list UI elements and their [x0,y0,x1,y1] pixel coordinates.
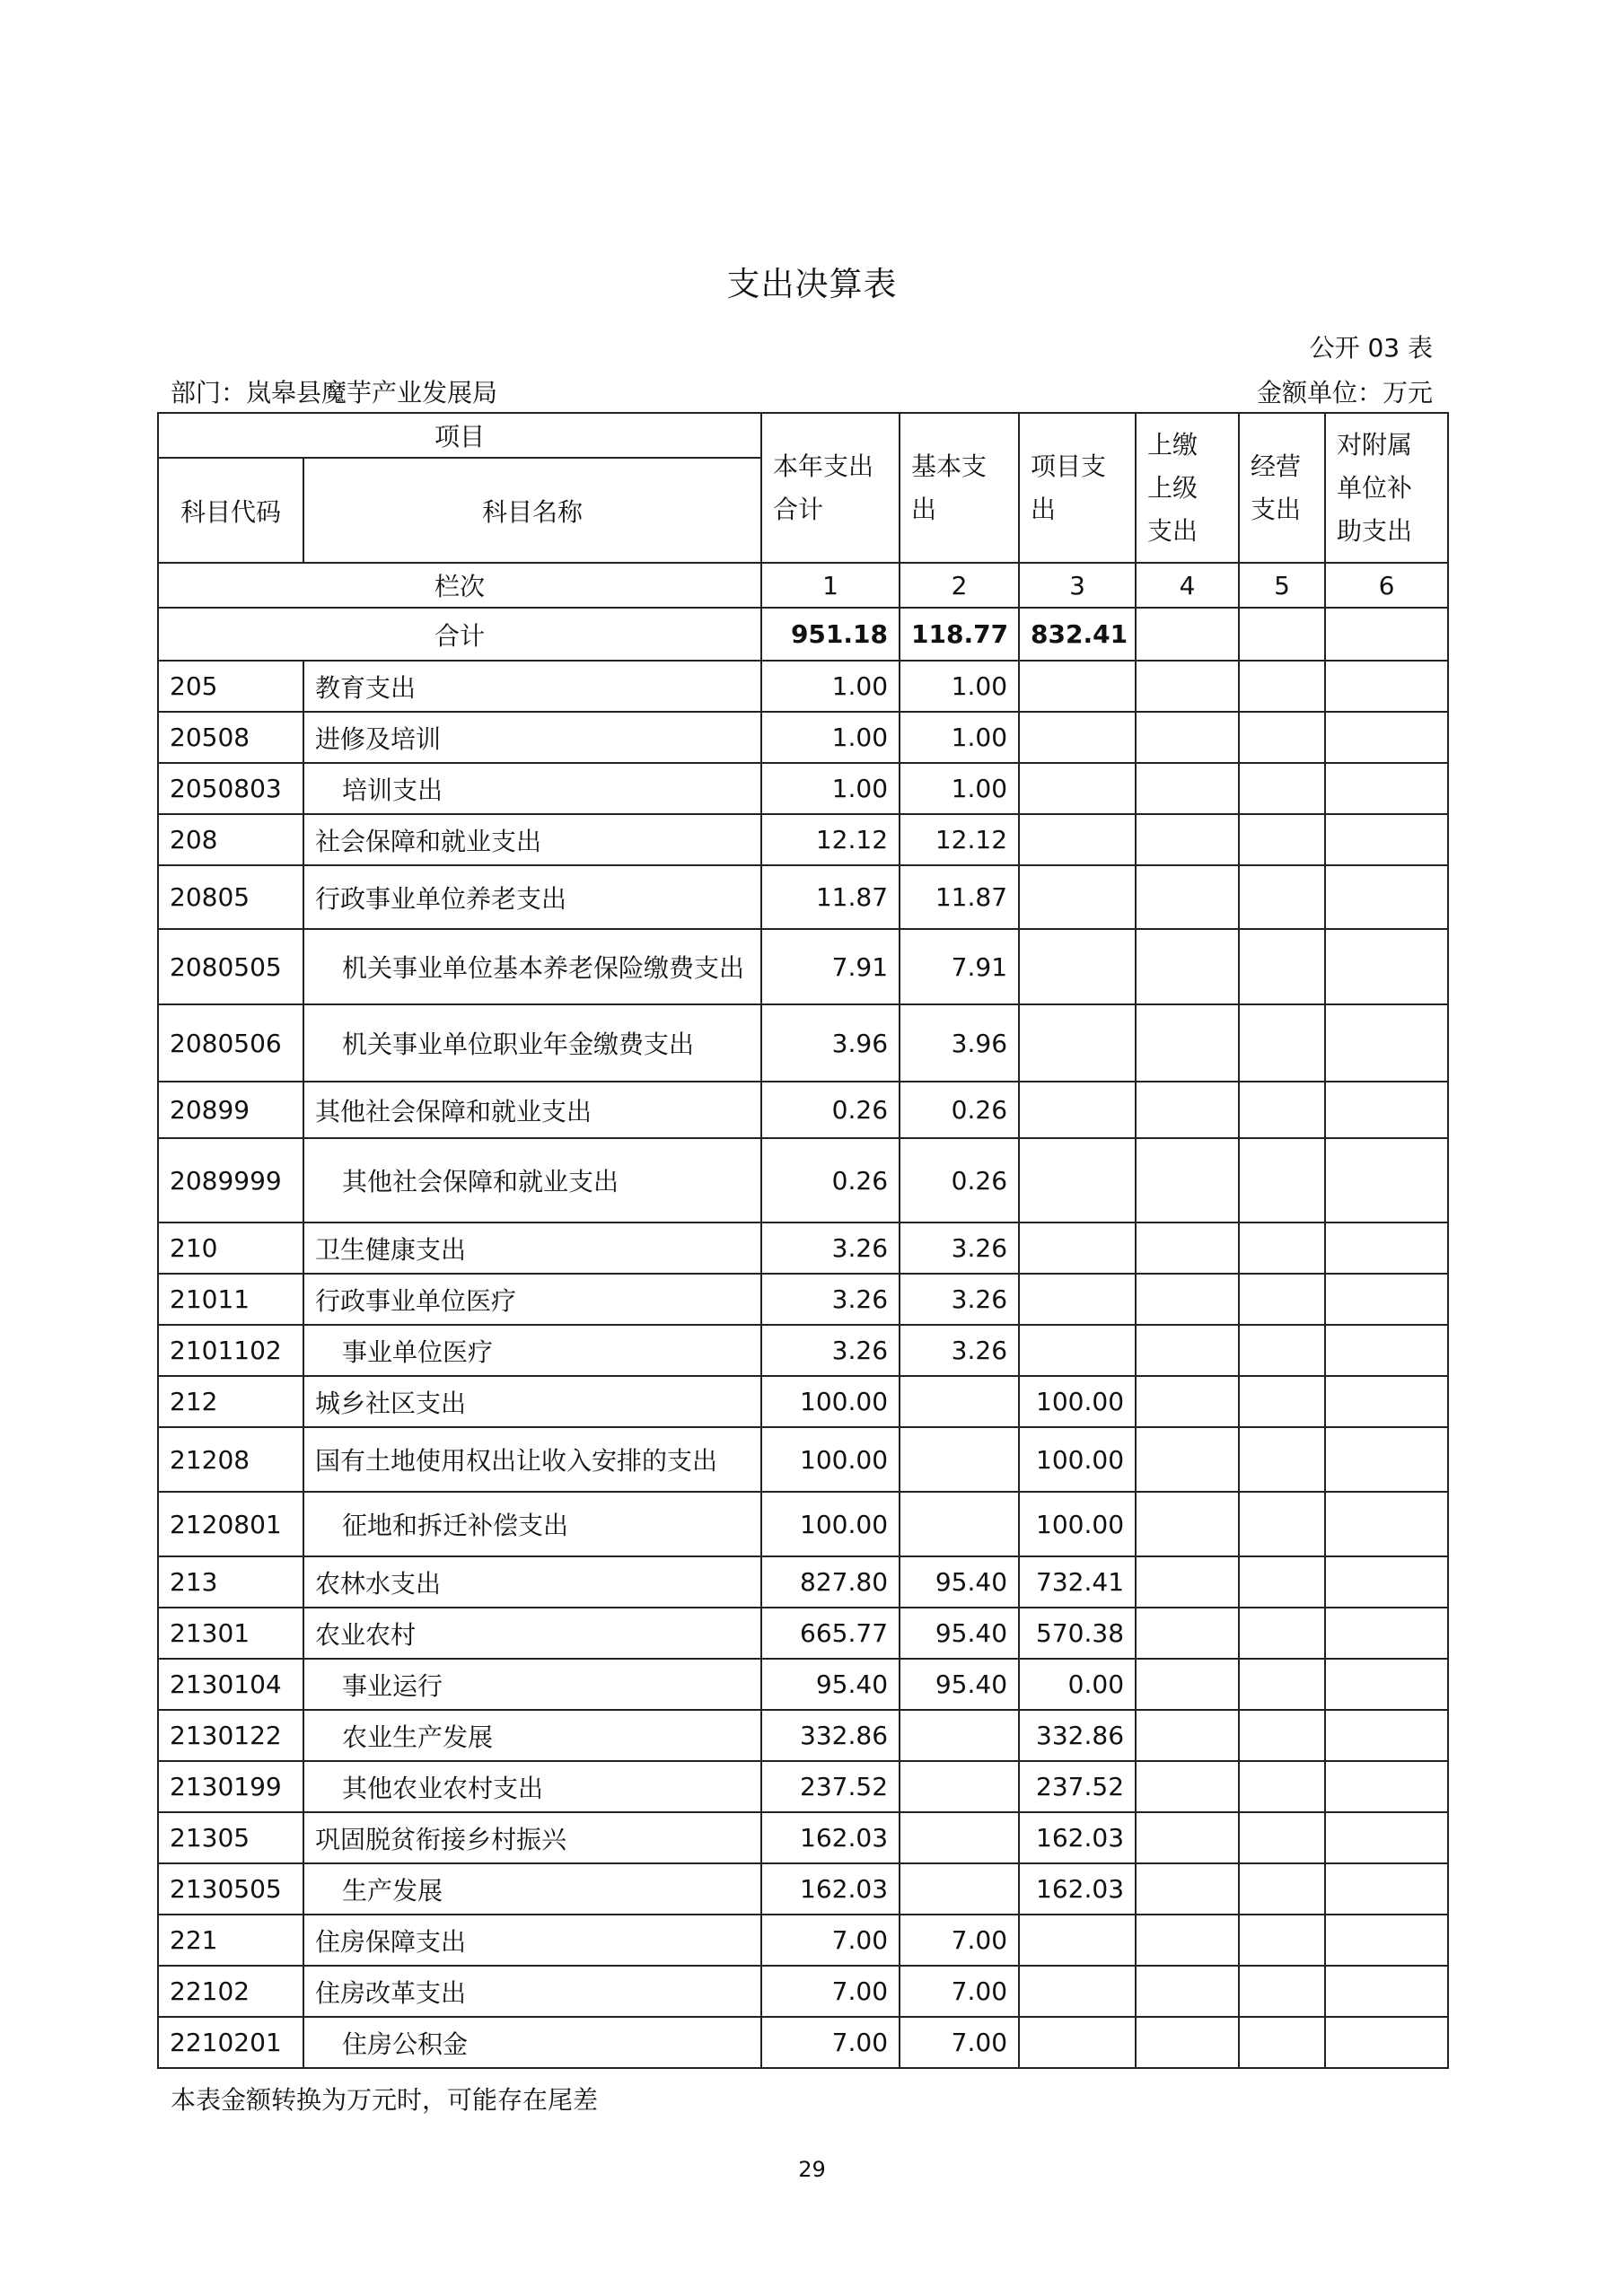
header-item: 项目 [158,413,761,458]
column-index: 5 [1239,563,1325,608]
header-line: 经营 [1251,451,1302,481]
header-line: 出 [911,494,937,524]
column-index-row [158,563,1448,608]
amount-cell [1136,1812,1239,1863]
amount-cell [1239,1427,1325,1492]
amount-cell [1239,865,1325,929]
subject-name: 住房改革支出 [303,1966,761,2017]
amount-cell [1239,1863,1325,1915]
subject-code: 221 [158,1915,303,1966]
amount-cell [1325,1325,1448,1376]
amount-cell [1019,1082,1136,1138]
amount-cell [1019,929,1136,1004]
table-row [158,1004,1448,1082]
amount-cell [1136,929,1239,1004]
amount-cell [900,1812,1019,1863]
subject-code: 2050803 [158,763,303,814]
table-row [158,1492,1448,1556]
amount-cell: 3.96 [900,1004,1019,1082]
subject-name: 生产发展 [303,1863,761,1915]
header-line: 支出 [1251,494,1302,524]
amount-cell [1019,1966,1136,2017]
amount-cell [1136,1138,1239,1222]
subject-code: 21305 [158,1812,303,1863]
amount-cell [1136,712,1239,763]
amount-cell [1136,2017,1239,2068]
amount-cell: 162.03 [1019,1863,1136,1915]
amount-cell: 0.26 [761,1082,900,1138]
subject-code: 2130122 [158,1710,303,1761]
amount-cell [1136,1274,1239,1325]
table-row [158,814,1448,865]
amount-cell [1239,1376,1325,1427]
subject-name: 其他社会保障和就业支出 [303,1138,761,1222]
header-col2 [900,413,1019,563]
amount-unit-label: 金额单位：万元 [1256,378,1433,407]
amount-cell [1239,1556,1325,1608]
subject-name: 培训支出 [303,763,761,814]
subject-code: 2130104 [158,1659,303,1710]
table-row [158,1863,1448,1915]
header-line: 助支出 [1337,515,1413,546]
amount-cell [1239,2017,1325,2068]
column-index: 1 [761,563,900,608]
table-row [158,1608,1448,1659]
subject-code: 208 [158,814,303,865]
amount-cell [1136,1966,1239,2017]
header-row-1 [158,413,1448,458]
subject-code: 2210201 [158,2017,303,2068]
subject-name: 机关事业单位基本养老保险缴费支出 [303,929,761,1004]
subject-name: 城乡社区支出 [303,1376,761,1427]
column-index: 4 [1136,563,1239,608]
amount-cell [1136,1222,1239,1274]
amount-cell: 732.41 [1019,1556,1136,1608]
amount-cell: 162.03 [761,1863,900,1915]
subject-code: 213 [158,1556,303,1608]
amount-cell: 1.00 [900,763,1019,814]
amount-cell [1239,1710,1325,1761]
table-row [158,865,1448,929]
total-value [1239,608,1325,661]
page-title: 支出决算表 [726,265,898,303]
amount-cell [1325,929,1448,1004]
table-row [158,1710,1448,1761]
subject-code: 20805 [158,865,303,929]
table-row [158,1376,1448,1427]
amount-cell [1136,1659,1239,1710]
column-index: 6 [1325,563,1448,608]
subject-name: 行政事业单位医疗 [303,1274,761,1325]
table-row [158,661,1448,712]
amount-cell [1019,1915,1136,1966]
amount-cell [1239,1138,1325,1222]
amount-cell: 237.52 [1019,1761,1136,1812]
table-row [158,1761,1448,1812]
table-row [158,1082,1448,1138]
amount-cell: 7.91 [900,929,1019,1004]
amount-cell: 100.00 [1019,1376,1136,1427]
amount-cell: 7.00 [761,2017,900,2068]
amount-cell [1239,1222,1325,1274]
amount-cell [1019,2017,1136,2068]
amount-cell [1019,1004,1136,1082]
amount-cell: 0.26 [900,1138,1019,1222]
amount-cell: 100.00 [761,1376,900,1427]
subject-code: 2130199 [158,1761,303,1812]
amount-cell [900,1863,1019,1915]
amount-cell: 11.87 [761,865,900,929]
amount-cell [1239,661,1325,712]
amount-cell: 1.00 [761,712,900,763]
amount-cell: 7.91 [761,929,900,1004]
amount-cell [900,1761,1019,1812]
amount-cell [1136,1427,1239,1492]
amount-cell [900,1427,1019,1492]
subject-name: 社会保障和就业支出 [303,814,761,865]
amount-cell [1239,1492,1325,1556]
amount-cell [1325,1004,1448,1082]
amount-cell: 100.00 [1019,1427,1136,1492]
subject-code: 2089999 [158,1138,303,1222]
amount-cell: 0.26 [900,1082,1019,1138]
header-col6 [1325,413,1448,563]
total-value: 832.41 [1019,608,1136,661]
amount-cell [1239,712,1325,763]
amount-cell: 332.86 [1019,1710,1136,1761]
amount-cell: 665.77 [761,1608,900,1659]
column-index-label: 栏次 [158,563,761,608]
amount-cell [1239,1325,1325,1376]
amount-cell [1325,1761,1448,1812]
table-row [158,1966,1448,2017]
amount-cell [1019,712,1136,763]
amount-cell: 3.26 [900,1325,1019,1376]
amount-cell [1136,1608,1239,1659]
amount-cell [1239,1812,1325,1863]
amount-cell [1239,763,1325,814]
subject-code: 2080506 [158,1004,303,1082]
amount-cell [1325,661,1448,712]
amount-cell [1239,1966,1325,2017]
header-line: 本年支出 [773,451,874,481]
header-code: 科目代码 [158,458,303,563]
amount-cell [1136,1863,1239,1915]
amount-cell [1325,1376,1448,1427]
amount-cell [1136,865,1239,929]
subject-name: 征地和拆迁补偿支出 [303,1492,761,1556]
amount-cell [1325,1222,1448,1274]
amount-cell [1325,1082,1448,1138]
amount-cell: 237.52 [761,1761,900,1812]
header-col5 [1239,413,1325,563]
amount-cell [1239,1915,1325,1966]
amount-cell: 3.26 [900,1274,1019,1325]
amount-cell [1019,1138,1136,1222]
amount-cell [1325,1492,1448,1556]
amount-cell [1136,661,1239,712]
subject-name: 其他农业农村支出 [303,1761,761,1812]
amount-cell: 162.03 [1019,1812,1136,1863]
table-row [158,1222,1448,1274]
header-line: 支出 [1147,515,1198,546]
amount-cell: 12.12 [761,814,900,865]
amount-cell [1136,1710,1239,1761]
subject-name: 住房保障支出 [303,1915,761,1966]
subject-name: 事业单位医疗 [303,1325,761,1376]
table-row [158,1138,1448,1222]
subject-name: 事业运行 [303,1659,761,1710]
amount-cell [900,1376,1019,1427]
amount-cell: 570.38 [1019,1608,1136,1659]
subject-code: 22102 [158,1966,303,2017]
header-name: 科目名称 [303,458,761,563]
header-col4 [1136,413,1239,563]
amount-cell [1239,1761,1325,1812]
subject-name: 机关事业单位职业年金缴费支出 [303,1004,761,1082]
subject-code: 2130505 [158,1863,303,1915]
amount-cell [1325,1556,1448,1608]
table-row [158,929,1448,1004]
amount-cell: 1.00 [761,763,900,814]
subject-name: 进修及培训 [303,712,761,763]
amount-cell [1239,1004,1325,1082]
amount-cell [1325,865,1448,929]
subject-code: 2080505 [158,929,303,1004]
amount-cell: 95.40 [900,1659,1019,1710]
subject-code: 21011 [158,1274,303,1325]
table-row [158,1915,1448,1966]
amount-cell [1136,1325,1239,1376]
amount-cell [1136,763,1239,814]
amount-cell [1325,1427,1448,1492]
amount-cell: 332.86 [761,1710,900,1761]
amount-cell [1136,1761,1239,1812]
subject-name: 教育支出 [303,661,761,712]
table-row [158,1274,1448,1325]
amount-cell [1239,1274,1325,1325]
total-row [158,608,1448,661]
header-line: 项目支 [1031,451,1107,481]
amount-cell: 1.00 [900,712,1019,763]
header-line: 合计 [773,494,824,524]
amount-cell [1019,814,1136,865]
amount-cell [1325,1863,1448,1915]
amount-cell [1136,1376,1239,1427]
subject-name: 巩固脱贫衔接乡村振兴 [303,1812,761,1863]
amount-cell: 7.00 [761,1966,900,2017]
total-value [1325,608,1448,661]
table-row [158,2017,1448,2068]
subject-name: 卫生健康支出 [303,1222,761,1274]
header-line: 出 [1031,494,1057,524]
page-number: 29 [798,2157,826,2182]
amount-cell: 0.26 [761,1138,900,1222]
header-line: 基本支 [911,451,988,481]
subject-code: 210 [158,1222,303,1274]
subject-name: 农林水支出 [303,1556,761,1608]
subject-code: 20508 [158,712,303,763]
amount-cell [1325,1608,1448,1659]
amount-cell [900,1492,1019,1556]
subject-name: 国有土地使用权出让收入安排的支出 [303,1427,761,1492]
subject-code: 205 [158,661,303,712]
amount-cell [1136,1004,1239,1082]
expenditure-table [157,412,1449,2069]
amount-cell [1019,1325,1136,1376]
header-col3 [1019,413,1136,563]
subject-code: 20899 [158,1082,303,1138]
subject-code: 212 [158,1376,303,1427]
total-value: 951.18 [761,608,900,661]
table-row [158,712,1448,763]
subject-code: 2101102 [158,1325,303,1376]
amount-cell: 100.00 [761,1492,900,1556]
footnote: 本表金额转换为万元时，可能存在尾差 [171,2085,599,2115]
amount-cell: 3.96 [761,1004,900,1082]
amount-cell [1239,814,1325,865]
header-line: 对附属 [1337,429,1413,460]
table-row [158,1325,1448,1376]
amount-cell: 95.40 [900,1608,1019,1659]
header-line: 上缴 [1147,429,1198,460]
amount-cell [1239,1608,1325,1659]
amount-cell [1325,1659,1448,1710]
amount-cell [1325,763,1448,814]
amount-cell [1239,1659,1325,1710]
amount-cell [1136,1556,1239,1608]
column-index: 3 [1019,563,1136,608]
amount-cell [1136,1082,1239,1138]
amount-cell [1325,1710,1448,1761]
amount-cell: 1.00 [900,661,1019,712]
amount-cell: 7.00 [900,2017,1019,2068]
amount-cell: 95.40 [761,1659,900,1710]
subject-name: 其他社会保障和就业支出 [303,1082,761,1138]
amount-cell [1325,1915,1448,1966]
column-index: 2 [900,563,1019,608]
amount-cell [1019,763,1136,814]
amount-cell: 7.00 [900,1915,1019,1966]
amount-cell [1325,712,1448,763]
total-value [1136,608,1239,661]
header-line: 单位补 [1337,472,1413,503]
total-value: 118.77 [900,608,1019,661]
amount-cell [1239,929,1325,1004]
amount-cell: 3.26 [761,1325,900,1376]
amount-cell [1019,1222,1136,1274]
amount-cell [1019,1274,1136,1325]
department-label: 部门：岚皋县魔芋产业发展局 [171,378,498,407]
subject-name: 行政事业单位养老支出 [303,865,761,929]
table-row [158,1556,1448,1608]
amount-cell: 7.00 [761,1915,900,1966]
amount-cell [1136,1492,1239,1556]
amount-cell [1325,1274,1448,1325]
amount-cell [1019,865,1136,929]
amount-cell [1325,2017,1448,2068]
subject-name: 农业生产发展 [303,1710,761,1761]
table-row [158,1659,1448,1710]
amount-cell: 0.00 [1019,1659,1136,1710]
amount-cell: 1.00 [761,661,900,712]
header-col1 [761,413,900,563]
header-line: 上级 [1147,472,1198,503]
amount-cell [1325,1138,1448,1222]
amount-cell: 7.00 [900,1966,1019,2017]
amount-cell [1325,814,1448,865]
form-number: 公开 03 表 [1309,333,1433,363]
subject-code: 21301 [158,1608,303,1659]
table-row [158,1812,1448,1863]
amount-cell [1325,1966,1448,2017]
subject-code: 21208 [158,1427,303,1492]
amount-cell [900,1710,1019,1761]
amount-cell [1136,1915,1239,1966]
table-row [158,763,1448,814]
amount-cell: 3.26 [900,1222,1019,1274]
amount-cell: 12.12 [900,814,1019,865]
amount-cell: 11.87 [900,865,1019,929]
total-label: 合计 [158,608,761,661]
subject-code: 2120801 [158,1492,303,1556]
amount-cell: 3.26 [761,1222,900,1274]
amount-cell [1325,1812,1448,1863]
amount-cell: 827.80 [761,1556,900,1608]
amount-cell: 95.40 [900,1556,1019,1608]
subject-name: 农业农村 [303,1608,761,1659]
table-row [158,1427,1448,1492]
amount-cell: 3.26 [761,1274,900,1325]
amount-cell [1019,661,1136,712]
subject-name: 住房公积金 [303,2017,761,2068]
amount-cell [1239,1082,1325,1138]
amount-cell: 162.03 [761,1812,900,1863]
amount-cell: 100.00 [1019,1492,1136,1556]
amount-cell: 100.00 [761,1427,900,1492]
amount-cell [1136,814,1239,865]
